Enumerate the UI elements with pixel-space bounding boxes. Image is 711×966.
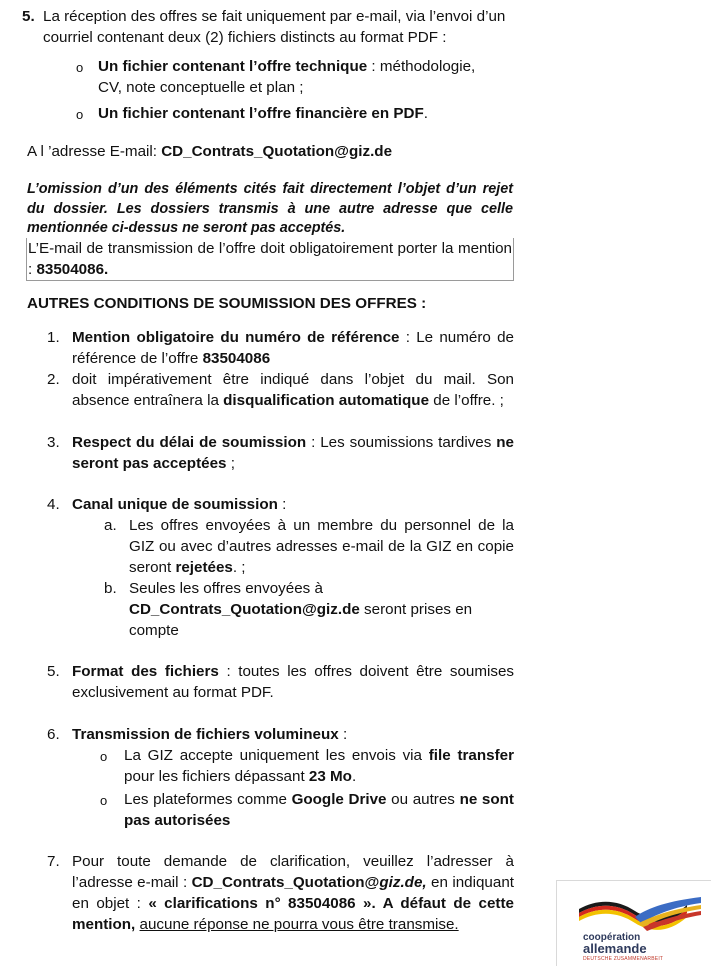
condition-2-bold: disqualification automatique	[223, 392, 430, 409]
c6-b1-bold2: 23 Mo	[308, 768, 352, 785]
condition-3	[47, 432, 514, 474]
item-5-bullet-2	[76, 103, 506, 124]
c6-b1-text2: pour les fichiers dépassant	[124, 768, 309, 785]
autres-title-text: AUTRES CONDITIONS DE SOUMISSION DES OFFRES :	[27, 295, 427, 312]
condition-4b-letter: b.	[104, 580, 117, 597]
bullet-glyph: o	[76, 60, 84, 75]
condition-2-end: de l’offre. ;	[429, 392, 504, 409]
condition-7-text2: en indiquant en objet :	[72, 874, 514, 912]
condition-4a-text: Les offres envoyées à un membre du personnel de la GIZ ou avec d’autres adresses e-mail de la GIZ en copie seront	[129, 517, 514, 576]
bullet-2-bold: Un fichier contenant l’offre financière en PDF	[98, 105, 424, 122]
condition-7-email: CD_Contrats_Quotation@	[191, 874, 380, 891]
condition-6-rest: :	[338, 726, 348, 743]
condition-4b-end: seront prises en compte	[129, 601, 473, 639]
condition-1-number: 1.	[47, 329, 60, 346]
condition-7-subject: « clarifications n° 83504086 ». A défaut de cette mention,	[72, 895, 514, 933]
c6-b1-bold: file transfer	[428, 747, 514, 764]
condition-7-number: 7.	[47, 853, 60, 870]
bullet-2-rest: .	[423, 105, 428, 122]
condition-5	[47, 661, 514, 703]
condition-5-rest: : toutes les offres doivent être soumises exclusivement au format PDF.	[72, 663, 515, 701]
email-prefix: A l ’adresse E-mail:	[27, 143, 162, 160]
mention-ref: 83504086.	[36, 261, 109, 278]
c6-b1-text: La GIZ accepte uniquement les envois via	[124, 747, 429, 764]
condition-1-ref: 83504086	[202, 350, 271, 367]
condition-3-bold2: ne seront pas acceptées	[72, 434, 514, 472]
warning-mention	[26, 238, 514, 281]
bullet-1-bold: Un fichier contenant l’offre technique	[98, 58, 368, 75]
condition-6-number: 6.	[47, 726, 60, 743]
condition-4a-end: . ;	[232, 559, 246, 576]
c6-b2-text: Les plateformes comme	[124, 791, 292, 808]
item-5	[22, 6, 522, 48]
condition-2-number: 2.	[47, 371, 60, 388]
c6-b2-text2: ou autres	[386, 791, 460, 808]
condition-4a-letter: a.	[104, 517, 117, 534]
condition-4	[47, 494, 514, 515]
condition-3-number: 3.	[47, 434, 60, 451]
logo-line2: allemande	[583, 941, 647, 956]
condition-4a-bold: rejetées	[175, 559, 233, 576]
bullet-glyph: o	[76, 107, 84, 122]
warning-italic	[27, 180, 513, 239]
c6-b2-bold2: ne sont pas autorisées	[124, 791, 514, 829]
mention-text: L’E-mail de transmission de l’offre doit obligatoirement porter la mention :	[28, 240, 512, 278]
condition-5-number: 5.	[47, 663, 60, 680]
c6-b1-end: .	[351, 768, 357, 785]
condition-3-end: ;	[226, 455, 235, 472]
condition-4-bold: Canal unique de soumission	[72, 496, 278, 513]
email-line	[27, 141, 507, 162]
item-5-line2: courriel contenant deux (2) fichiers distincts au format PDF :	[43, 29, 447, 46]
condition-4-number: 4.	[47, 496, 60, 513]
condition-4-rest: :	[277, 496, 287, 513]
condition-6	[47, 724, 514, 745]
bullet-1-rest2: CV, note conceptuelle et plan ;	[98, 79, 304, 96]
condition-6-bullet-1	[100, 745, 514, 787]
condition-3-bold: Respect du délai de soumission	[72, 434, 307, 451]
condition-7-underline: aucune réponse ne pourra vous être transmise.	[139, 916, 459, 933]
autres-title	[27, 293, 507, 314]
flag-wave-icon	[577, 887, 707, 937]
logo-line3: DEUTSCHE ZUSAMMENARBEIT	[583, 956, 664, 962]
condition-4b-email: CD_Contrats_Quotation@giz.de	[129, 601, 360, 618]
bullet-1-rest: : méthodologie,	[367, 58, 476, 75]
condition-6-bold: Transmission de fichiers volumineux	[72, 726, 339, 743]
condition-3-rest: : Les soumissions tardives	[306, 434, 497, 451]
logo-line1: coopération	[583, 932, 641, 943]
bullet-glyph: o	[100, 749, 108, 764]
condition-4b-text: Seules les offres envoyées à	[129, 580, 323, 597]
item-5-line1: La réception des offres se fait uniquement par e-mail, via l’envoi d’un	[43, 8, 506, 25]
condition-7	[47, 851, 514, 935]
warning-italic-text: L’omission d’un des éléments cités fait directement l’objet d’un rejet du dossier. Les dossiers transmis à une autre adresse que celle mentionnée ci-dessus ne seront pas acceptés.	[27, 181, 513, 236]
condition-4b	[104, 578, 514, 641]
bullet-glyph: o	[100, 793, 108, 808]
email-address: CD_Contrats_Quotation@giz.de	[161, 143, 393, 160]
c6-b2-bold: Google Drive	[291, 791, 387, 808]
condition-2-text: doit impérativement être indiqué dans l’objet du mail. Son absence entraînera la	[72, 371, 514, 409]
item-5-bullet-1	[76, 56, 506, 98]
cooperation-allemande-logo	[556, 880, 711, 966]
condition-2	[47, 369, 514, 411]
condition-5-bold: Format des fichiers	[72, 663, 219, 680]
condition-1	[47, 327, 514, 369]
condition-1-bold: Mention obligatoire du numéro de référence	[72, 329, 400, 346]
condition-6-bullet-2	[100, 789, 514, 831]
item-5-number: 5.	[22, 8, 35, 25]
condition-1-rest: : Le numéro de référence de l’offre	[72, 329, 514, 367]
condition-4a	[104, 515, 514, 578]
condition-7-email-domain: giz.de,	[379, 874, 427, 891]
condition-7-text: Pour toute demande de clarification, veuillez l’adresser à l’adresse e-mail :	[72, 853, 514, 891]
